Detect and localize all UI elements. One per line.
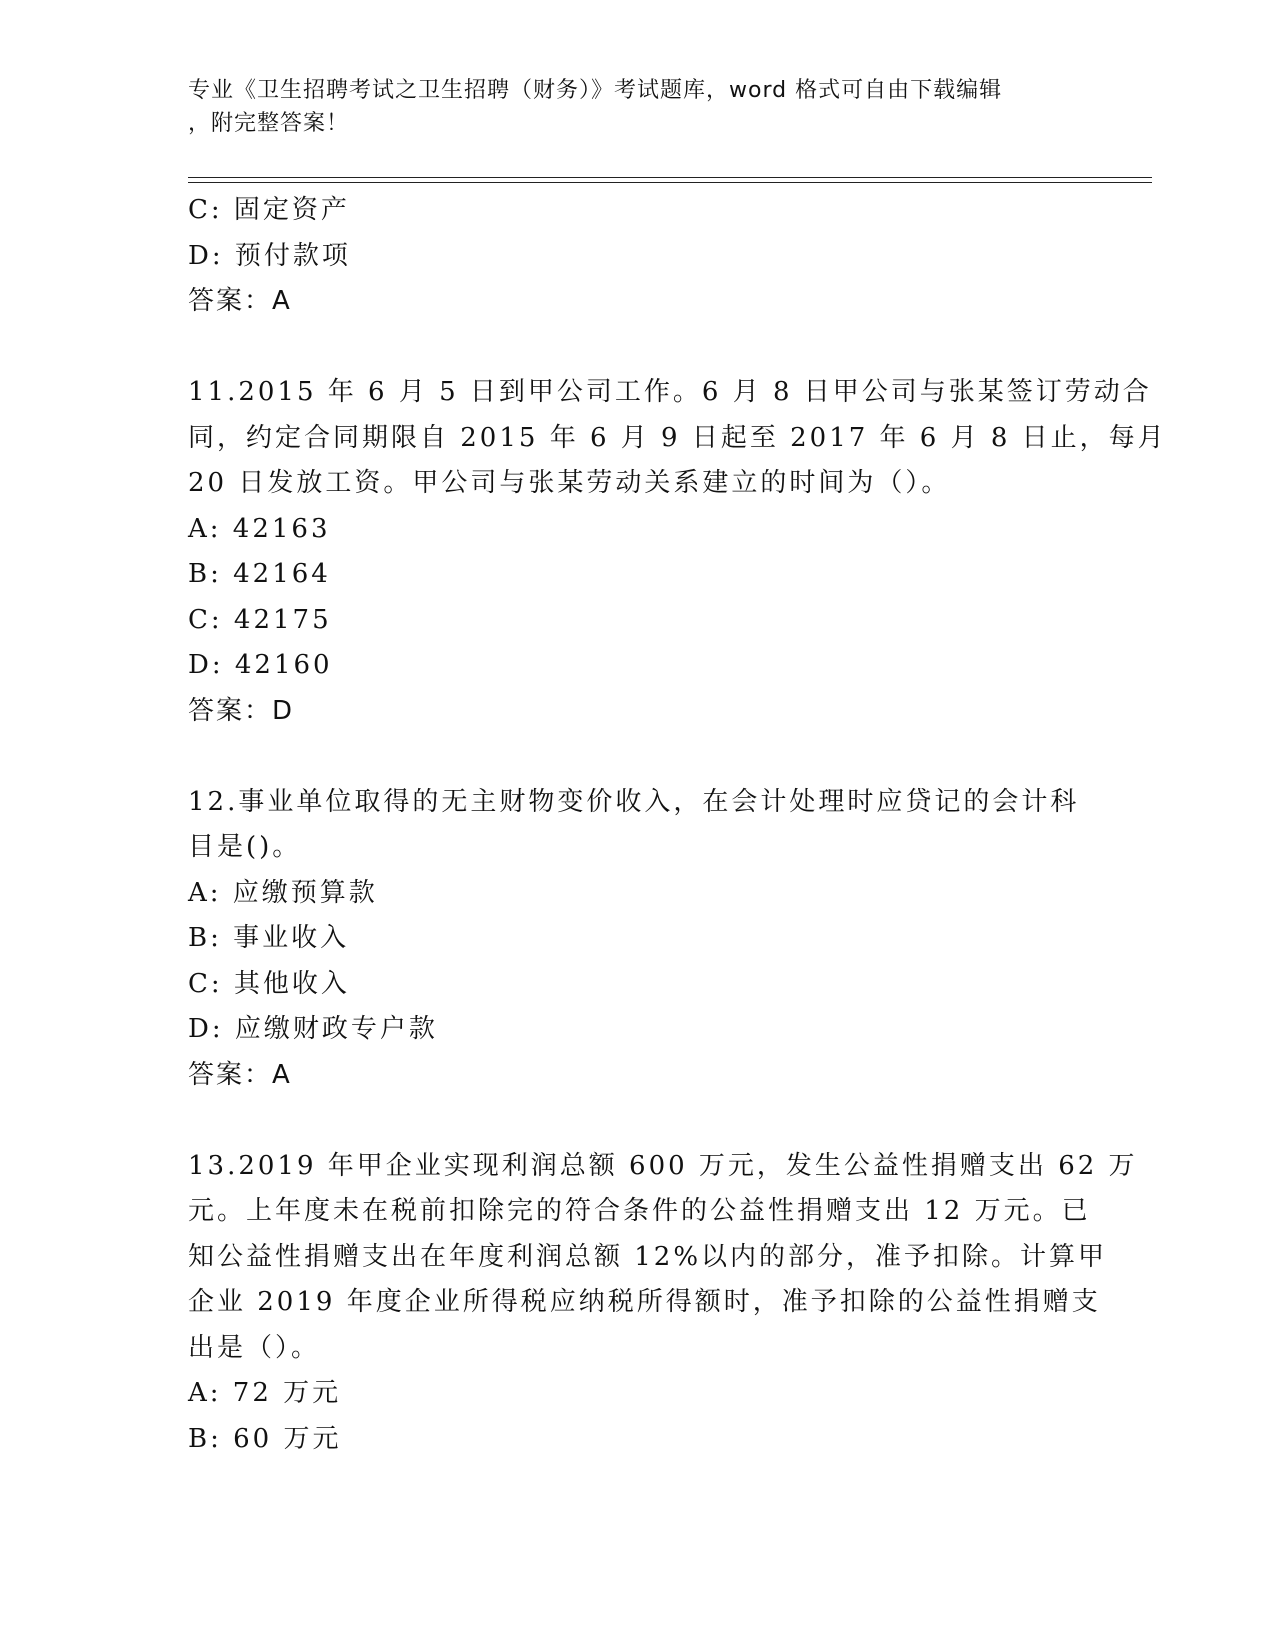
answer-line: 答案：A	[188, 286, 292, 316]
question-content	[188, 188, 1167, 1462]
previous-question-block	[188, 188, 1088, 325]
option-c: C: 其他收入	[188, 968, 350, 999]
spacer	[188, 734, 1088, 780]
question-stem-line: 元。上年度未在税前扣除完的符合条件的公益性捐赠支出 12 万元。已	[188, 1196, 1091, 1226]
option-a: A: 应缴预算款	[188, 877, 378, 908]
option-a: A: 72 万元	[188, 1378, 342, 1408]
option-c: C: 42175	[188, 604, 332, 635]
question-stem-line: 20 日发放工资。甲公司与张某劳动关系建立的时间为（）。	[188, 468, 951, 498]
question-stem-line: 目是()。	[188, 832, 302, 862]
option-d: D: 预付款项	[188, 240, 351, 271]
header-divider-top	[188, 177, 1152, 178]
question-stem-line: 出是（）。	[188, 1332, 321, 1363]
header-divider-bottom	[188, 182, 1152, 183]
page-header	[188, 74, 1068, 140]
question-stem-line: 知公益性捐赠支出在年度利润总额 12%以内的部分，准予扣除。计算甲	[188, 1241, 1108, 1272]
option-b: B: 60 万元	[188, 1423, 342, 1454]
option-a: A: 42163	[188, 513, 331, 544]
option-d: D: 应缴财政专户款	[188, 1014, 438, 1044]
question-stem-line: 企业 2019 年度企业所得税应纳税所得额时，准予扣除的公益性捐赠支	[188, 1287, 1101, 1317]
option-d: D: 42160	[188, 650, 333, 680]
option-b: B: 42164	[188, 559, 331, 589]
question-11	[188, 370, 1167, 734]
option-c: C: 固定资产	[188, 195, 350, 225]
header-line-2: ，附完整答案！	[188, 111, 350, 136]
question-13	[188, 1144, 1138, 1463]
question-stem-line: 11.2015 年 6 月 5 日到甲公司工作。6 月 8 日甲公司与张某签订劳动合	[188, 377, 1152, 407]
question-stem-line: 13.2019 年甲企业实现利润总额 600 万元，发生公益性捐赠支出 62 万	[188, 1150, 1138, 1181]
spacer	[188, 325, 1088, 371]
question-stem-line: 同，约定合同期限自 2015 年 6 月 9 日起至 2017 年 6 月 8 日止，每月	[188, 422, 1167, 453]
header-line-1: 专业《卫生招聘考试之卫生招聘（财务）》考试题库，word 格式可自由下载编辑	[188, 78, 1003, 103]
option-b: B: 事业收入	[188, 923, 350, 953]
answer-line: 答案：A	[188, 1059, 292, 1090]
question-12	[188, 780, 1088, 1099]
answer-line: 答案：D	[188, 695, 295, 726]
question-stem-line: 12.事业单位取得的无主财物变价收入，在会计处理时应贷记的会计科	[188, 786, 1080, 817]
spacer	[188, 1098, 1088, 1144]
